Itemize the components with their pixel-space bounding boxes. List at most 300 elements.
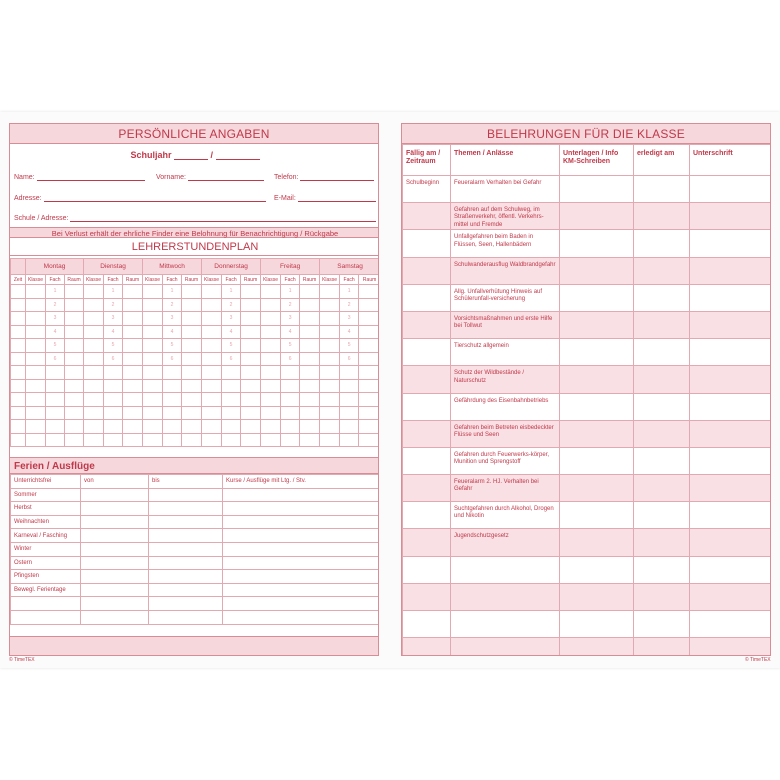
timetable-cell[interactable] (65, 325, 84, 339)
instructions-entry-cell[interactable] (690, 339, 772, 366)
due-cell[interactable] (403, 583, 451, 610)
holiday-entry-cell[interactable] (149, 529, 223, 543)
timetable-cell[interactable] (300, 325, 320, 339)
instructions-entry-cell[interactable] (690, 176, 772, 203)
period-number[interactable]: 2 (340, 298, 359, 312)
due-cell[interactable] (403, 529, 451, 556)
instructions-entry-cell[interactable] (634, 529, 690, 556)
period-number[interactable]: 1 (163, 285, 182, 299)
timetable-cell[interactable] (281, 433, 300, 447)
holiday-entry-cell[interactable] (81, 610, 149, 624)
timetable-cell[interactable] (26, 285, 46, 299)
timetable-cell[interactable] (46, 366, 65, 380)
period-number[interactable]: 5 (104, 339, 123, 353)
time-cell[interactable] (11, 325, 26, 339)
timetable-cell[interactable] (359, 285, 379, 299)
timetable-cell[interactable] (222, 433, 241, 447)
timetable-cell[interactable] (163, 420, 182, 434)
instructions-entry-cell[interactable] (560, 176, 634, 203)
holiday-entry-cell[interactable] (223, 597, 380, 611)
due-cell[interactable] (403, 556, 451, 583)
timetable-cell[interactable] (320, 393, 340, 407)
timetable-cell[interactable] (320, 339, 340, 353)
timetable-cell[interactable] (84, 420, 104, 434)
schule-field[interactable] (14, 215, 376, 222)
time-cell[interactable] (11, 393, 26, 407)
timetable-cell[interactable] (340, 393, 359, 407)
timetable-cell[interactable] (46, 406, 65, 420)
timetable-cell[interactable] (143, 339, 163, 353)
timetable-cell[interactable] (261, 352, 281, 366)
instructions-entry-cell[interactable] (634, 638, 690, 656)
due-cell[interactable] (403, 420, 451, 447)
period-number[interactable]: 1 (222, 285, 241, 299)
period-number[interactable]: 2 (46, 298, 65, 312)
timetable-cell[interactable] (143, 325, 163, 339)
timetable-cell[interactable] (202, 285, 222, 299)
due-cell[interactable] (403, 475, 451, 502)
instructions-entry-cell[interactable] (690, 203, 772, 230)
time-cell[interactable] (11, 420, 26, 434)
time-cell[interactable] (11, 352, 26, 366)
instructions-entry-cell[interactable] (690, 447, 772, 474)
instructions-entry-cell[interactable] (634, 311, 690, 338)
time-cell[interactable] (11, 379, 26, 393)
timetable-cell[interactable] (65, 298, 84, 312)
timetable-cell[interactable] (84, 325, 104, 339)
instructions-entry-cell[interactable] (560, 366, 634, 393)
timetable-cell[interactable] (300, 339, 320, 353)
timetable-cell[interactable] (26, 379, 46, 393)
timetable-cell[interactable] (202, 379, 222, 393)
timetable-cell[interactable] (26, 393, 46, 407)
timetable-cell[interactable] (26, 298, 46, 312)
timetable-cell[interactable] (281, 366, 300, 380)
timetable-cell[interactable] (143, 379, 163, 393)
timetable-cell[interactable] (202, 420, 222, 434)
timetable-cell[interactable] (123, 406, 143, 420)
timetable-cell[interactable] (320, 420, 340, 434)
instructions-entry-cell[interactable] (560, 203, 634, 230)
timetable-cell[interactable] (261, 420, 281, 434)
holiday-entry-cell[interactable] (149, 556, 223, 570)
timetable-cell[interactable] (123, 433, 143, 447)
timetable-cell[interactable] (104, 393, 123, 407)
timetable-cell[interactable] (300, 285, 320, 299)
timetable-cell[interactable] (182, 312, 202, 326)
instructions-entry-cell[interactable] (634, 257, 690, 284)
timetable-cell[interactable] (163, 433, 182, 447)
holiday-entry-cell[interactable] (223, 502, 380, 516)
timetable-cell[interactable] (241, 312, 261, 326)
timetable-cell[interactable] (123, 312, 143, 326)
timetable-cell[interactable] (300, 379, 320, 393)
timetable-cell[interactable] (202, 366, 222, 380)
timetable-cell[interactable] (261, 379, 281, 393)
instructions-entry-cell[interactable] (634, 556, 690, 583)
timetable-cell[interactable] (320, 285, 340, 299)
period-number[interactable]: 4 (222, 325, 241, 339)
timetable-cell[interactable] (222, 393, 241, 407)
timetable-cell[interactable] (143, 298, 163, 312)
holiday-entry-cell[interactable] (223, 610, 380, 624)
period-number[interactable]: 4 (163, 325, 182, 339)
instructions-entry-cell[interactable] (690, 611, 772, 638)
email-field[interactable] (274, 195, 376, 202)
timetable-cell[interactable] (320, 406, 340, 420)
timetable-cell[interactable] (320, 366, 340, 380)
period-number[interactable]: 5 (340, 339, 359, 353)
timetable-cell[interactable] (300, 406, 320, 420)
instructions-entry-cell[interactable] (690, 257, 772, 284)
timetable-cell[interactable] (202, 325, 222, 339)
timetable-cell[interactable] (143, 285, 163, 299)
period-number[interactable]: 1 (281, 285, 300, 299)
timetable-cell[interactable] (320, 433, 340, 447)
timetable-cell[interactable] (163, 406, 182, 420)
timetable-cell[interactable] (182, 298, 202, 312)
time-cell[interactable] (11, 433, 26, 447)
timetable-cell[interactable] (143, 366, 163, 380)
timetable-cell[interactable] (65, 352, 84, 366)
instructions-entry-cell[interactable] (560, 638, 634, 656)
holiday-entry-cell[interactable] (223, 570, 380, 584)
due-cell[interactable] (403, 284, 451, 311)
timetable-cell[interactable] (182, 379, 202, 393)
instructions-entry-cell[interactable] (634, 339, 690, 366)
instructions-entry-cell[interactable] (690, 230, 772, 257)
timetable-cell[interactable] (340, 433, 359, 447)
holiday-entry-cell[interactable] (81, 502, 149, 516)
instructions-entry-cell[interactable] (560, 393, 634, 420)
timetable-cell[interactable] (222, 406, 241, 420)
timetable-cell[interactable] (281, 393, 300, 407)
timetable-cell[interactable] (241, 420, 261, 434)
holiday-entry-cell[interactable] (149, 610, 223, 624)
period-number[interactable]: 6 (163, 352, 182, 366)
timetable-cell[interactable] (26, 433, 46, 447)
timetable-cell[interactable] (26, 312, 46, 326)
timetable-cell[interactable] (65, 285, 84, 299)
timetable-cell[interactable] (300, 393, 320, 407)
timetable-cell[interactable] (123, 366, 143, 380)
timetable-cell[interactable] (182, 339, 202, 353)
timetable-cell[interactable] (104, 433, 123, 447)
period-number[interactable]: 4 (46, 325, 65, 339)
name-field[interactable] (14, 174, 145, 181)
holiday-entry-cell[interactable] (81, 488, 149, 502)
timetable-cell[interactable] (46, 420, 65, 434)
time-cell[interactable] (11, 285, 26, 299)
timetable-cell[interactable] (320, 312, 340, 326)
due-cell[interactable] (403, 638, 451, 656)
instructions-entry-cell[interactable] (560, 420, 634, 447)
period-number[interactable]: 6 (222, 352, 241, 366)
timetable-cell[interactable] (104, 420, 123, 434)
instructions-entry-cell[interactable] (634, 366, 690, 393)
instructions-entry-cell[interactable] (560, 583, 634, 610)
time-cell[interactable] (11, 406, 26, 420)
period-number[interactable]: 1 (46, 285, 65, 299)
due-cell[interactable] (403, 339, 451, 366)
instructions-entry-cell[interactable] (560, 447, 634, 474)
timetable-cell[interactable] (123, 379, 143, 393)
instructions-entry-cell[interactable] (634, 475, 690, 502)
timetable-cell[interactable] (65, 339, 84, 353)
instructions-entry-cell[interactable] (634, 284, 690, 311)
period-number[interactable]: 1 (340, 285, 359, 299)
timetable-cell[interactable] (65, 379, 84, 393)
timetable-cell[interactable] (65, 366, 84, 380)
holiday-entry-cell[interactable] (81, 529, 149, 543)
holiday-entry-cell[interactable] (223, 556, 380, 570)
timetable-cell[interactable] (26, 352, 46, 366)
timetable-cell[interactable] (202, 393, 222, 407)
holiday-entry-cell[interactable] (149, 570, 223, 584)
timetable-cell[interactable] (84, 312, 104, 326)
instructions-entry-cell[interactable] (560, 257, 634, 284)
period-number[interactable]: 5 (46, 339, 65, 353)
timetable-cell[interactable] (320, 325, 340, 339)
timetable-cell[interactable] (202, 406, 222, 420)
timetable-cell[interactable] (182, 433, 202, 447)
timetable-cell[interactable] (261, 366, 281, 380)
timetable-cell[interactable] (123, 352, 143, 366)
vorname-field[interactable] (156, 174, 264, 181)
instructions-entry-cell[interactable] (560, 339, 634, 366)
timetable-cell[interactable] (202, 312, 222, 326)
time-cell[interactable] (11, 339, 26, 353)
timetable-cell[interactable] (241, 339, 261, 353)
timetable-cell[interactable] (46, 433, 65, 447)
timetable-cell[interactable] (163, 366, 182, 380)
timetable-cell[interactable] (143, 312, 163, 326)
period-number[interactable]: 3 (104, 312, 123, 326)
timetable-cell[interactable] (182, 285, 202, 299)
instructions-entry-cell[interactable] (634, 447, 690, 474)
timetable-cell[interactable] (182, 352, 202, 366)
timetable-cell[interactable] (300, 352, 320, 366)
timetable-cell[interactable] (46, 379, 65, 393)
timetable-cell[interactable] (359, 433, 379, 447)
timetable-cell[interactable] (359, 366, 379, 380)
timetable-cell[interactable] (261, 298, 281, 312)
due-cell[interactable] (403, 393, 451, 420)
timetable-cell[interactable] (261, 433, 281, 447)
instructions-entry-cell[interactable] (634, 393, 690, 420)
timetable-cell[interactable] (202, 433, 222, 447)
instructions-entry-cell[interactable] (634, 230, 690, 257)
holiday-entry-cell[interactable] (81, 597, 149, 611)
period-number[interactable]: 2 (222, 298, 241, 312)
timetable-cell[interactable] (241, 352, 261, 366)
timetable-cell[interactable] (182, 406, 202, 420)
timetable-cell[interactable] (163, 379, 182, 393)
timetable-cell[interactable] (104, 366, 123, 380)
timetable-cell[interactable] (163, 393, 182, 407)
timetable-cell[interactable] (26, 325, 46, 339)
instructions-entry-cell[interactable] (560, 284, 634, 311)
timetable-cell[interactable] (143, 352, 163, 366)
timetable-cell[interactable] (26, 366, 46, 380)
timetable-cell[interactable] (143, 420, 163, 434)
instructions-entry-cell[interactable] (690, 556, 772, 583)
due-cell[interactable] (403, 502, 451, 529)
holiday-entry-cell[interactable] (223, 488, 380, 502)
timetable-cell[interactable] (359, 312, 379, 326)
instructions-entry-cell[interactable] (690, 420, 772, 447)
timetable-cell[interactable] (182, 420, 202, 434)
timetable-cell[interactable] (84, 339, 104, 353)
holiday-entry-cell[interactable] (223, 515, 380, 529)
timetable-cell[interactable] (182, 366, 202, 380)
timetable-cell[interactable] (359, 339, 379, 353)
timetable-cell[interactable] (359, 406, 379, 420)
timetable-cell[interactable] (222, 379, 241, 393)
period-number[interactable]: 4 (340, 325, 359, 339)
instructions-entry-cell[interactable] (634, 176, 690, 203)
timetable-cell[interactable] (241, 325, 261, 339)
timetable-cell[interactable] (261, 312, 281, 326)
instructions-entry-cell[interactable] (690, 284, 772, 311)
timetable-cell[interactable] (84, 379, 104, 393)
timetable-cell[interactable] (300, 366, 320, 380)
period-number[interactable]: 2 (163, 298, 182, 312)
timetable-cell[interactable] (84, 285, 104, 299)
timetable-cell[interactable] (222, 420, 241, 434)
period-number[interactable]: 2 (104, 298, 123, 312)
holiday-entry-cell[interactable] (81, 556, 149, 570)
due-cell[interactable]: Schulbeginn (403, 176, 451, 203)
period-number[interactable]: 3 (46, 312, 65, 326)
holiday-entry-cell[interactable] (223, 583, 380, 597)
holiday-entry-cell[interactable] (223, 542, 380, 556)
period-number[interactable]: 1 (104, 285, 123, 299)
holiday-entry-cell[interactable] (149, 515, 223, 529)
timetable-cell[interactable] (123, 393, 143, 407)
timetable-cell[interactable] (320, 352, 340, 366)
timetable-cell[interactable] (340, 420, 359, 434)
timetable-cell[interactable] (261, 285, 281, 299)
due-cell[interactable] (403, 257, 451, 284)
timetable-cell[interactable] (281, 379, 300, 393)
holiday-entry-cell[interactable] (149, 597, 223, 611)
holiday-entry-cell[interactable] (81, 583, 149, 597)
timetable-cell[interactable] (65, 393, 84, 407)
timetable-cell[interactable] (340, 379, 359, 393)
period-number[interactable]: 6 (46, 352, 65, 366)
period-number[interactable]: 5 (281, 339, 300, 353)
timetable-cell[interactable] (84, 366, 104, 380)
timetable-cell[interactable] (202, 339, 222, 353)
timetable-cell[interactable] (123, 339, 143, 353)
period-number[interactable]: 3 (222, 312, 241, 326)
timetable-cell[interactable] (123, 298, 143, 312)
instructions-entry-cell[interactable] (690, 638, 772, 656)
timetable-cell[interactable] (123, 420, 143, 434)
due-cell[interactable] (403, 366, 451, 393)
timetable-cell[interactable] (261, 406, 281, 420)
instructions-entry-cell[interactable] (690, 311, 772, 338)
period-number[interactable]: 5 (163, 339, 182, 353)
timetable-cell[interactable] (300, 420, 320, 434)
timetable-cell[interactable] (359, 325, 379, 339)
time-cell[interactable] (11, 298, 26, 312)
instructions-entry-cell[interactable] (634, 583, 690, 610)
holiday-entry-cell[interactable] (81, 542, 149, 556)
instructions-entry-cell[interactable] (690, 583, 772, 610)
timetable-cell[interactable] (359, 298, 379, 312)
timetable-cell[interactable] (143, 406, 163, 420)
period-number[interactable]: 6 (104, 352, 123, 366)
timetable-cell[interactable] (320, 298, 340, 312)
holiday-entry-cell[interactable] (149, 502, 223, 516)
timetable-cell[interactable] (65, 312, 84, 326)
adresse-field[interactable] (14, 195, 266, 202)
timetable-cell[interactable] (46, 393, 65, 407)
instructions-entry-cell[interactable] (560, 529, 634, 556)
instructions-entry-cell[interactable] (690, 502, 772, 529)
timetable-cell[interactable] (123, 325, 143, 339)
due-cell[interactable] (403, 611, 451, 638)
timetable-cell[interactable] (104, 406, 123, 420)
timetable-cell[interactable] (84, 433, 104, 447)
timetable-cell[interactable] (84, 352, 104, 366)
timetable-cell[interactable] (241, 366, 261, 380)
timetable-cell[interactable] (104, 379, 123, 393)
timetable-cell[interactable] (26, 406, 46, 420)
telefon-field[interactable] (274, 174, 374, 181)
instructions-entry-cell[interactable] (560, 556, 634, 583)
period-number[interactable]: 3 (281, 312, 300, 326)
period-number[interactable]: 6 (340, 352, 359, 366)
timetable-cell[interactable] (241, 393, 261, 407)
timetable-cell[interactable] (320, 379, 340, 393)
timetable-cell[interactable] (241, 285, 261, 299)
timetable-cell[interactable] (84, 298, 104, 312)
instructions-entry-cell[interactable] (560, 475, 634, 502)
instructions-entry-cell[interactable] (690, 393, 772, 420)
timetable-cell[interactable] (300, 298, 320, 312)
timetable-cell[interactable] (182, 393, 202, 407)
timetable-cell[interactable] (359, 352, 379, 366)
instructions-entry-cell[interactable] (634, 611, 690, 638)
instructions-entry-cell[interactable] (634, 502, 690, 529)
instructions-entry-cell[interactable] (560, 230, 634, 257)
timetable-cell[interactable] (123, 285, 143, 299)
timetable-cell[interactable] (26, 420, 46, 434)
timetable-cell[interactable] (143, 393, 163, 407)
timetable-cell[interactable] (222, 366, 241, 380)
timetable-cell[interactable] (300, 312, 320, 326)
timetable-cell[interactable] (202, 298, 222, 312)
timetable-cell[interactable] (281, 420, 300, 434)
timetable-cell[interactable] (202, 352, 222, 366)
holiday-entry-cell[interactable] (223, 529, 380, 543)
holiday-entry-cell[interactable] (149, 488, 223, 502)
timetable-cell[interactable] (241, 379, 261, 393)
instructions-entry-cell[interactable] (560, 611, 634, 638)
period-number[interactable]: 5 (222, 339, 241, 353)
instructions-entry-cell[interactable] (690, 366, 772, 393)
period-number[interactable]: 3 (340, 312, 359, 326)
time-cell[interactable] (11, 366, 26, 380)
timetable-cell[interactable] (261, 393, 281, 407)
period-number[interactable]: 4 (281, 325, 300, 339)
period-number[interactable]: 3 (163, 312, 182, 326)
timetable-cell[interactable] (340, 406, 359, 420)
timetable-cell[interactable] (261, 339, 281, 353)
